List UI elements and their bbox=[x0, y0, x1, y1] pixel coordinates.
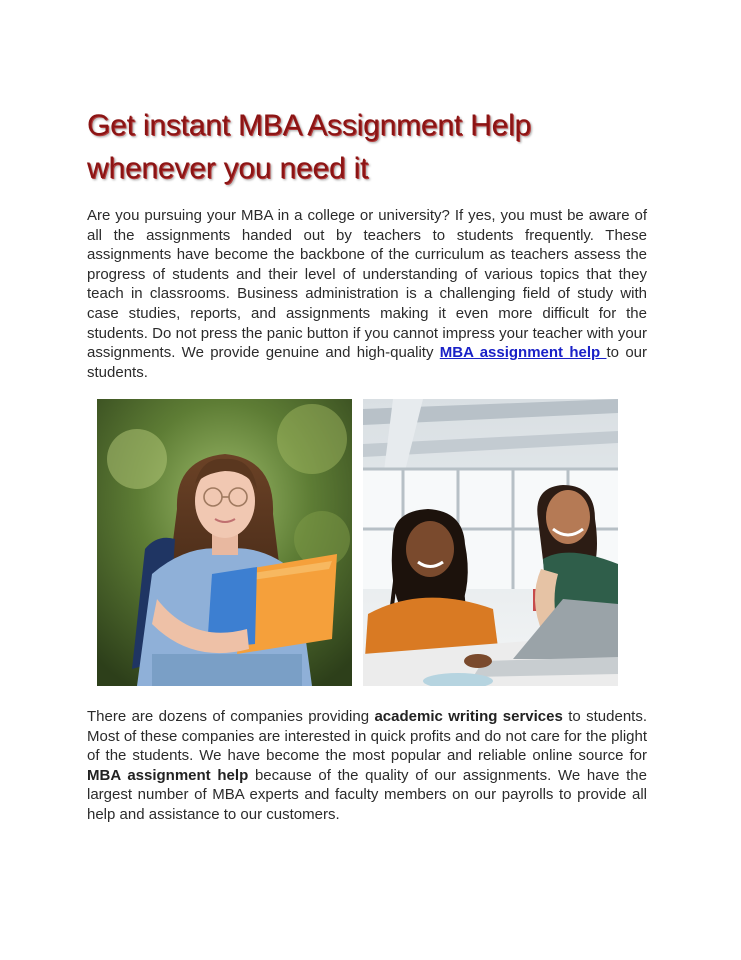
academic-writing-services-bold: academic writing services bbox=[374, 708, 563, 725]
mba-assignment-help-link[interactable]: MBA assignment help bbox=[439, 344, 607, 362]
page-title-line-2: whenever you need it bbox=[87, 152, 369, 185]
intro-text: Are you pursuing your MBA in a college or university? If yes, you must be aware of all the assignments handed out by teachers to students frequently. These assignments have become the backbone of the curriculum as teachers assess the progress of students and their level of understanding of various topics that they teach in classrooms. Business administration is a challenging field of study with case studies, reports, and assignments making it even more difficult for the students. Do not press the panic button if you cannot impress your teacher with your assignments. We provide genuine and high-quality bbox=[87, 207, 647, 362]
second-paragraph bbox=[87, 707, 647, 825]
page-title bbox=[87, 104, 687, 190]
intro-text-end: to our students. bbox=[87, 344, 647, 381]
second-paragraph-text-1: There are dozens of companies providing bbox=[87, 708, 375, 725]
students-with-laptop-image bbox=[363, 399, 618, 686]
student-photo bbox=[97, 399, 352, 686]
second-paragraph-text-2: to students. Most of these companies are interested in quick profits and do not care for the plight of the students. We have become the most popular and reliable online source for bbox=[87, 708, 647, 765]
mba-assignment-help-bold: MBA assignment help bbox=[87, 766, 249, 784]
second-paragraph-text-3: because of the quality of our assignments. We have the largest number of MBA experts and faculty members on our payrolls to provide all help and assistance to our customers. bbox=[87, 766, 647, 823]
page-title-line-1: Get instant MBA Assignment Help bbox=[87, 109, 532, 142]
student-holding-notebooks-image bbox=[97, 399, 352, 686]
intro-paragraph bbox=[87, 206, 647, 382]
students-laptop-photo bbox=[363, 399, 618, 686]
